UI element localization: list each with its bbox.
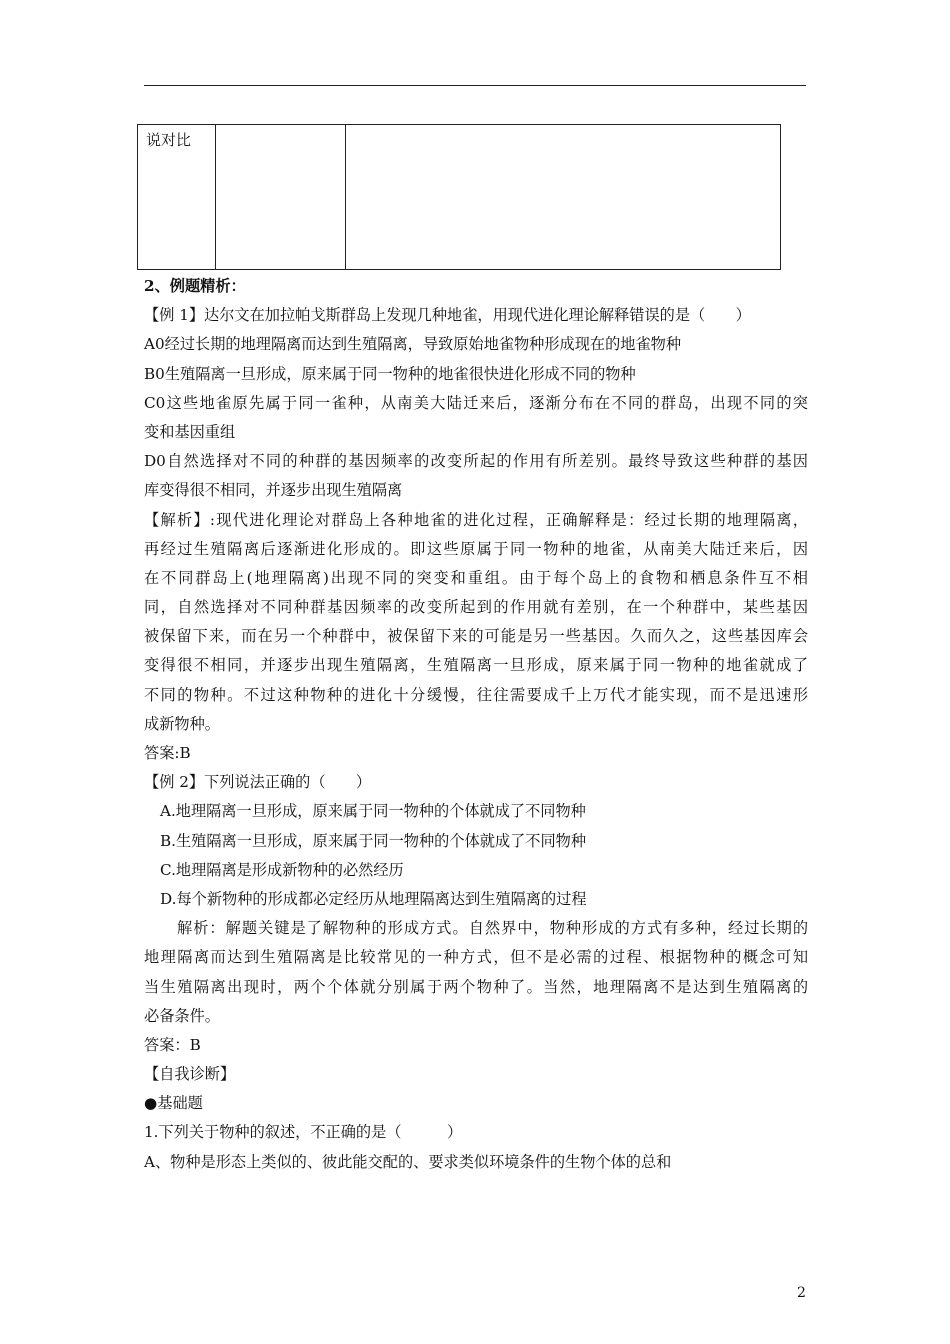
example2-answer: 答案：B (144, 1035, 201, 1054)
page-number: 2 (797, 1285, 806, 1301)
example1-analysis-line: 被保留下来，而在另一个种群中，被保留下来的可能是另一些基因。久而久之，这些基因库会 (144, 627, 808, 646)
example1-option-d: D0自然选择对不同的种群的基因频率的改变所起的作用有所差别。最终导致这些种群的基因 (144, 452, 808, 471)
example2-analysis-line: 解析：解题关键是了解物种的形成方式。自然界中，物种形成的方式有多种，经过长期的 (177, 919, 808, 938)
example1-option-c: C0这些地雀原先属于同一雀种，从南美大陆迁来后，逐渐分布在不同的群岛，出现不同的突 (144, 393, 808, 412)
example1-analysis-line: 变得很不相同，并逐步出现生殖隔离，生殖隔离一旦形成，原来属于同一物种的地雀就成了 (144, 656, 808, 675)
example2-analysis-line: 地理隔离而达到生殖隔离是比较常见的一种方式，但不是必需的过程、根据物种的概念可知 (144, 948, 808, 967)
example1-analysis-line: 【解析】:现代进化理论对群岛上各种地雀的进化过程，正确解释是：经过长期的地理隔离， (144, 510, 808, 529)
comparison-table (137, 124, 781, 270)
section-title: 2、例题精析： (144, 277, 246, 295)
example1-option-a: A0经过长期的地理隔离而达到生殖隔离，导致原始地雀物种形成现在的地雀物种 (144, 335, 682, 354)
example2-analysis-line: 必备条件。 (144, 1006, 220, 1025)
table-row (138, 125, 781, 270)
example2-option-a: A.地理隔离一旦形成，原来属于同一物种的个体就成了不同物种 (160, 802, 586, 821)
example2-option-c: C.地理隔离是形成新物种的必然经历 (160, 860, 404, 879)
self-diagnosis-title: 【自我诊断】 (144, 1065, 236, 1084)
example2-option-d: D.每个新物种的形成都必定经历从地理隔离达到生殖隔离的过程 (160, 889, 587, 908)
example1-option-b: B0生殖隔离一旦形成，原来属于同一物种的地雀很快进化形成不同的物种 (144, 364, 636, 383)
example1-analysis-line: 再经过生殖隔离后逐渐进化形成的。即这些原属于同一物种的地雀，从南美大陆迁来后，因 (144, 539, 808, 558)
example1-option-c-cont: 变和基因重组 (144, 422, 236, 441)
example1-option-d-cont: 库变得很不相同，并逐步出现生殖隔离 (144, 481, 403, 500)
header-rule (144, 85, 806, 86)
example2-question: 【例 2】下列说法正确的（ ） (144, 773, 372, 792)
table-cell-label: 说对比 (138, 125, 216, 270)
example2-analysis-line: 当生殖隔离出现时，两个个体就分别属于两个物种了。当然，地理隔离不是达到生殖隔离的 (144, 977, 808, 996)
example1-analysis-line: 不同的物种。不过这种物种的进化十分缓慢，往往需要成千上万代才能实现，而不是迅速形 (144, 685, 808, 704)
table-cell (346, 125, 781, 270)
example1-analysis-line: 同，自然选择对不同种群基因频率的改变所起到的作用就有差别，在一个种群中，某些基因 (144, 598, 808, 617)
example1-answer: 答案:B (144, 744, 191, 762)
basic-section-label: ●基础题 (144, 1094, 203, 1113)
question1-option-a: A、物种是形态上类似的、彼此能交配的、要求类似环境条件的生物个体的总和 (144, 1152, 672, 1171)
example1-question: 【例 1】达尔文在加拉帕戈斯群岛上发现几种地雀，用现代进化理论解释错误的是（ ） (144, 306, 751, 325)
example1-analysis-line: 在不同群岛上(地理隔离)出现不同的突变和重组。由于每个岛上的食物和栖息条件互不相 (144, 568, 808, 587)
example2-option-b: B.生殖隔离一旦形成，原来属于同一物种的个体就成了不同物种 (160, 831, 587, 850)
table-cell (216, 125, 346, 270)
question1: 1.下列关于物种的叙述，不正确的是（ ） (144, 1123, 463, 1142)
example1-analysis-line: 成新物种。 (144, 714, 220, 733)
main-content (144, 272, 808, 1177)
